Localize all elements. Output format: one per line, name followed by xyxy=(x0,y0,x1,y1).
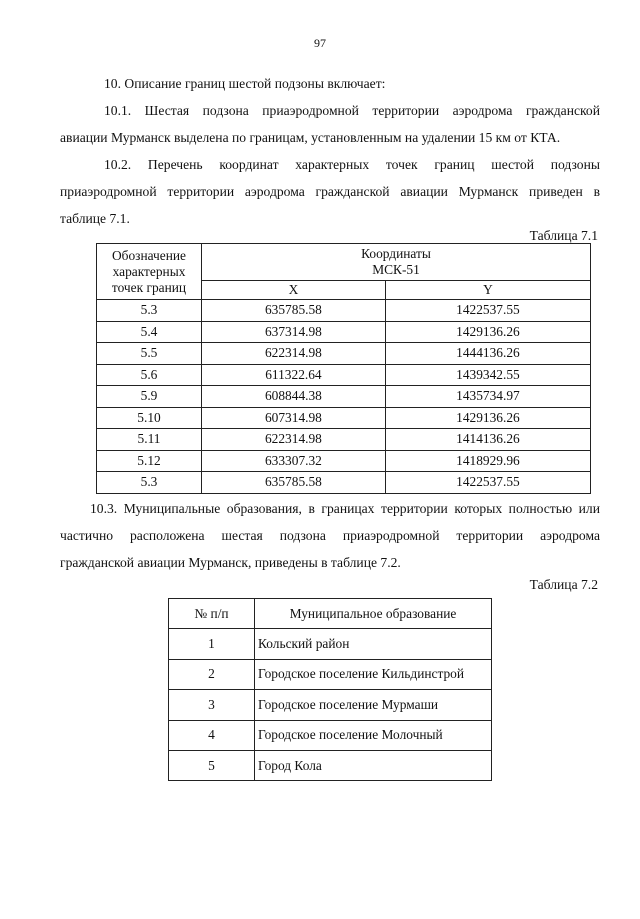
table-row xyxy=(97,300,591,322)
cell-point: 5.9 xyxy=(97,386,202,408)
cell-y: 1422537.55 xyxy=(385,472,590,494)
cell-x: 635785.58 xyxy=(202,300,386,322)
header-coordinates-line-1: Координаты xyxy=(361,246,431,261)
cell-x: 608844.38 xyxy=(202,386,386,408)
cell-point: 5.11 xyxy=(97,429,202,451)
cell-y: 1444136.26 xyxy=(385,343,590,365)
table-row xyxy=(97,472,591,494)
table-row xyxy=(169,659,492,689)
cell-municipality: Кольский район xyxy=(255,629,492,659)
cell-point: 5.6 xyxy=(97,364,202,386)
cell-point: 5.4 xyxy=(97,321,202,343)
cell-point: 5.3 xyxy=(97,472,202,494)
header-point-name-line-1: Обозначение xyxy=(112,247,186,263)
cell-y: 1418929.96 xyxy=(385,450,590,472)
table-row xyxy=(97,386,591,408)
table-row xyxy=(97,321,591,343)
cell-point: 5.5 xyxy=(97,343,202,365)
header-coordinates-line-2: МСК-51 xyxy=(372,262,420,277)
header-y: Y xyxy=(385,281,590,300)
paragraph-10-1-line-2: авиации Мурманск выделена по границам, установленным на удалении 15 км от КТА. xyxy=(60,130,561,145)
cell-x: 637314.98 xyxy=(202,321,386,343)
cell-x: 607314.98 xyxy=(202,407,386,429)
cell-y: 1439342.55 xyxy=(385,364,590,386)
paragraph-10-3 xyxy=(60,495,600,576)
table-row xyxy=(97,407,591,429)
cell-municipality: Городское поселение Кильдинстрой xyxy=(255,659,492,689)
cell-x: 635785.58 xyxy=(202,472,386,494)
cell-y: 1429136.26 xyxy=(385,321,590,343)
cell-y: 1422537.55 xyxy=(385,300,590,322)
cell-x: 622314.98 xyxy=(202,429,386,451)
table-row xyxy=(169,720,492,750)
header-number: № п/п xyxy=(169,599,255,629)
cell-municipality: Городское поселение Мурмаши xyxy=(255,690,492,720)
cell-y: 1429136.26 xyxy=(385,407,590,429)
paragraph-10-1-line-1: 10.1. Шестая подзона приаэродромной территории аэродрома гражданской xyxy=(104,103,600,118)
table-row xyxy=(97,450,591,472)
paragraph-10-1 xyxy=(60,97,600,151)
table-row xyxy=(169,629,492,659)
paragraph-10-2-line-1: 10.2. Перечень координат характерных точек границ шестой подзоны xyxy=(104,157,600,172)
paragraph-10-3-line-1: 10.3. Муниципальные образования, в границах территории которых полностью или xyxy=(90,501,600,516)
header-x: X xyxy=(202,281,386,300)
cell-number: 1 xyxy=(169,629,255,659)
cell-y: 1435734.97 xyxy=(385,386,590,408)
paragraph-10-2 xyxy=(60,151,600,232)
table-row xyxy=(169,750,492,780)
cell-x: 622314.98 xyxy=(202,343,386,365)
cell-point: 5.10 xyxy=(97,407,202,429)
header-point-name-line-2: характерных xyxy=(112,263,186,279)
cell-number: 5 xyxy=(169,750,255,780)
header-point-name-line-3: точек границ xyxy=(111,279,187,295)
paragraph-10-3-line-3: гражданской авиации Мурманск, приведены в таблице 7.2. xyxy=(60,555,401,570)
cell-point: 5.12 xyxy=(97,450,202,472)
header-coordinates xyxy=(202,244,591,281)
cell-municipality: Город Кола xyxy=(255,750,492,780)
page-number: 97 xyxy=(314,36,326,50)
paragraph-10-2-line-2: приаэродромной территории аэродрома гражданской авиации Мурманск приведен в xyxy=(60,184,600,199)
paragraph-10-2-line-3: таблице 7.1. xyxy=(60,211,130,226)
table-row xyxy=(97,429,591,451)
table-row xyxy=(97,364,591,386)
cell-x: 611322.64 xyxy=(202,364,386,386)
cell-y: 1414136.26 xyxy=(385,429,590,451)
header-point-name xyxy=(97,244,202,300)
table-7-2-caption: Таблица 7.2 xyxy=(529,577,598,592)
table-row xyxy=(169,690,492,720)
coordinates-table xyxy=(96,243,591,494)
table-7-1-caption: Таблица 7.1 xyxy=(529,228,598,243)
header-municipality: Муниципальное образование xyxy=(255,599,492,629)
cell-number: 2 xyxy=(169,659,255,689)
table-row xyxy=(97,343,591,365)
cell-number: 3 xyxy=(169,690,255,720)
cell-x: 633307.32 xyxy=(202,450,386,472)
section-10-heading: 10. Описание границ шестой подзоны включает: xyxy=(104,76,386,91)
cell-point: 5.3 xyxy=(97,300,202,322)
municipalities-table xyxy=(168,598,492,781)
cell-municipality: Городское поселение Молочный xyxy=(255,720,492,750)
cell-number: 4 xyxy=(169,720,255,750)
paragraph-10-3-line-2: частично расположена шестая подзона приаэродромной территории аэродрома xyxy=(60,528,600,543)
